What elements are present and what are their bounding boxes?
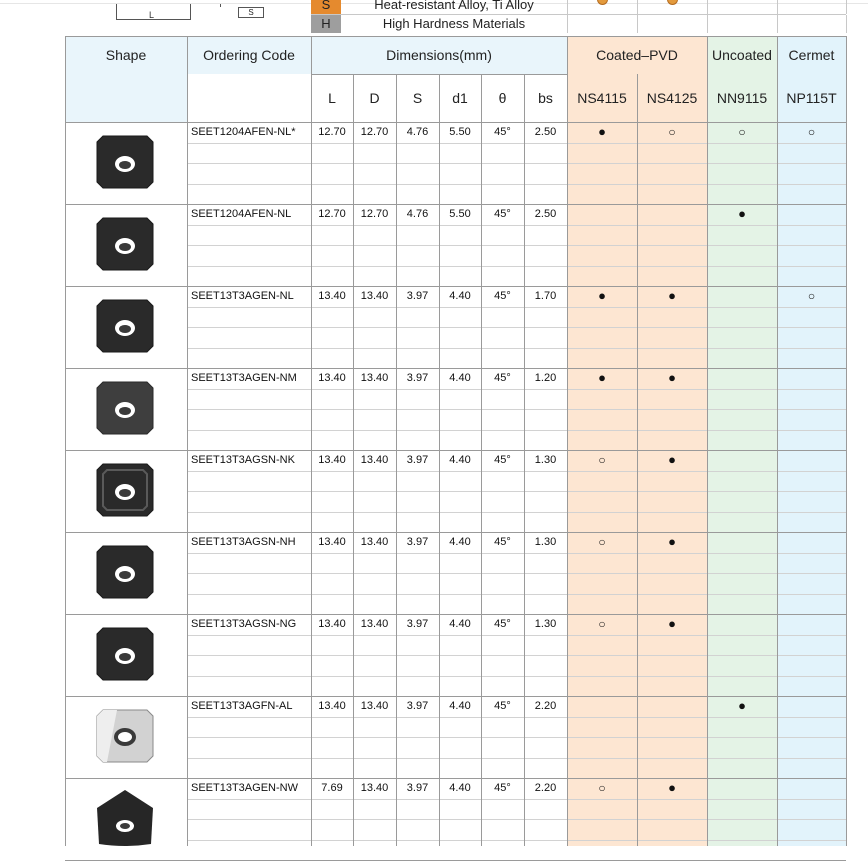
material-divider <box>311 14 846 15</box>
row-divider <box>187 573 846 574</box>
recommended-dot-icon: ● <box>738 206 746 221</box>
recommended-dot-icon: ● <box>738 698 746 713</box>
row-divider <box>187 409 846 410</box>
ordering-code: SEET13T3AGSN-NG <box>191 618 297 630</box>
usable-circle-icon: ○ <box>598 781 606 795</box>
ordering-code: SEET13T3AGSN-NH <box>191 536 296 548</box>
row-divider <box>187 819 846 820</box>
material-grade-cell <box>777 0 848 14</box>
material-grade-cell <box>846 0 848 14</box>
recommended-dot-icon: ● <box>668 534 676 549</box>
ordering-code: SEET13T3AGEN-NW <box>191 782 298 794</box>
dimension-value: 13.40 <box>360 618 389 630</box>
usable-circle-icon: ○ <box>598 453 606 467</box>
dimension-value: 3.97 <box>406 618 429 630</box>
dimension-value: 13.40 <box>318 372 346 384</box>
dimension-value: 12.70 <box>318 126 346 138</box>
ordering-code: SEET13T3AGEN-NL <box>191 290 294 302</box>
row-divider <box>187 491 846 492</box>
dimension-value: 13.40 <box>318 618 346 630</box>
header-dim-5: bs <box>538 90 553 106</box>
row-divider <box>187 758 846 759</box>
dimension-value: 4.76 <box>406 208 429 220</box>
header-dimensions: Dimensions(mm) <box>386 47 492 63</box>
uncoated-column-band <box>707 36 777 846</box>
dimension-value: 3.97 <box>406 454 429 466</box>
material-name: High Hardness Materials <box>382 16 526 31</box>
material-grade-cell <box>777 15 848 33</box>
dimension-value: 4.40 <box>449 536 471 548</box>
dimension-value: 13.40 <box>318 454 346 466</box>
row-divider <box>187 717 846 718</box>
dimension-value: 1.70 <box>534 290 557 302</box>
material-grade-cell <box>637 15 708 33</box>
dimension-value: 12.70 <box>318 208 346 220</box>
dimension-value: 3.97 <box>406 290 429 302</box>
column-divider <box>567 36 568 846</box>
row-divider <box>187 389 846 390</box>
column-divider <box>439 74 440 846</box>
row-divider <box>187 553 846 554</box>
dimension-value: 2.20 <box>534 782 557 794</box>
header-grade-1: NS4125 <box>646 90 698 106</box>
row-divider <box>187 225 846 226</box>
dimension-value: 4.40 <box>449 618 471 630</box>
dimension-value: 13.40 <box>318 536 346 548</box>
column-divider <box>353 74 354 846</box>
column-divider <box>311 36 312 846</box>
recommended-dot-icon: ● <box>668 288 676 303</box>
dimension-value: 13.40 <box>360 372 389 384</box>
column-divider <box>846 36 847 846</box>
row-divider <box>187 635 846 636</box>
material-code: S <box>311 0 341 14</box>
row-divider <box>65 36 846 37</box>
ordering-code: SEET13T3AGFN-AL <box>191 700 293 712</box>
row-divider <box>187 143 846 144</box>
dimension-value: 13.40 <box>360 536 389 548</box>
dimension-value: 1.30 <box>534 618 557 630</box>
dimension-value: 45° <box>494 536 511 548</box>
column-divider <box>637 74 638 846</box>
header-shape: Shape <box>105 47 147 63</box>
dimension-value: 13.40 <box>318 700 346 712</box>
dimension-value: 7.69 <box>321 782 343 794</box>
cermet-column-band <box>777 36 846 846</box>
header-dim-3: d1 <box>452 90 468 106</box>
material-name: Heat-resistant Alloy, Ti Alloy <box>374 0 534 12</box>
dimension-value: 4.76 <box>406 126 429 138</box>
column-divider <box>524 74 525 846</box>
dimension-value: 5.50 <box>449 208 471 220</box>
header-grade-3: NP115T <box>786 90 837 106</box>
dimension-value: 45° <box>494 290 511 302</box>
header-grade-0: NS4115 <box>577 90 627 106</box>
header-grade-2: NN9115 <box>716 90 768 106</box>
ordering-code: SEET13T3AGSN-NK <box>191 454 295 466</box>
row-divider <box>187 655 846 656</box>
dimension-value: 1.20 <box>534 372 557 384</box>
row-divider <box>187 163 846 164</box>
ordering-code: SEET13T3AGEN-NM <box>191 372 297 384</box>
usable-circle-icon: ○ <box>668 125 676 139</box>
ordering-code: SEET1204AFEN-NL* <box>191 126 296 138</box>
dimension-value: 4.40 <box>449 372 471 384</box>
header-band <box>65 74 187 122</box>
sketch-label-l: L <box>149 10 155 20</box>
dimension-value: 13.40 <box>318 290 346 302</box>
dimension-value: 45° <box>494 372 511 384</box>
dimension-value: 45° <box>494 454 511 466</box>
dimension-value: 4.40 <box>449 700 471 712</box>
insert-shape-icon <box>93 624 157 684</box>
column-divider <box>481 74 482 846</box>
recommended-dot-icon: ● <box>668 616 676 631</box>
dimension-value: 3.97 <box>406 372 429 384</box>
sketch-line <box>190 4 191 20</box>
usable-circle-icon: ○ <box>598 535 606 549</box>
header-ordering-code: Ordering Code <box>203 47 295 63</box>
dimension-value: 45° <box>494 782 511 794</box>
column-divider <box>777 36 778 846</box>
column-divider <box>187 36 188 846</box>
ordering-code: SEET1204AFEN-NL <box>191 208 292 220</box>
row-divider <box>187 512 846 513</box>
sketch-line <box>116 4 117 20</box>
dimension-value: 2.50 <box>534 126 557 138</box>
usable-circle-icon: ○ <box>807 125 816 139</box>
recommended-dot-icon: ● <box>668 370 676 385</box>
dimension-value: 45° <box>494 208 511 220</box>
insert-shape-icon <box>93 214 157 274</box>
row-divider <box>187 327 846 328</box>
dimension-value: 3.97 <box>406 536 429 548</box>
sketch-label-s: S <box>238 7 264 18</box>
header-dim-0: L <box>328 90 336 106</box>
dimension-value: 45° <box>494 126 511 138</box>
row-divider <box>187 266 846 267</box>
header-uncoated: Uncoated <box>712 47 772 63</box>
row-divider <box>187 676 846 677</box>
header-dim-1: D <box>369 90 380 106</box>
header-dim-2: S <box>412 90 423 106</box>
material-grade-cell <box>707 15 778 33</box>
dimension-value: 12.70 <box>360 208 389 220</box>
row-divider <box>187 737 846 738</box>
dimension-value: 5.50 <box>449 126 471 138</box>
dimension-value: 45° <box>494 700 511 712</box>
dimension-value: 4.40 <box>449 290 471 302</box>
usable-circle-icon: ○ <box>807 289 816 303</box>
dimension-value: 2.50 <box>534 208 557 220</box>
material-row <box>311 0 846 14</box>
row-divider <box>187 594 846 595</box>
usable-circle-icon: ○ <box>598 617 606 631</box>
recommended-dot-icon: ● <box>668 780 676 795</box>
recommended-dot-icon: ● <box>598 124 606 139</box>
material-legend-strip <box>0 0 868 36</box>
row-divider <box>187 348 846 349</box>
row-divider <box>187 307 846 308</box>
dimension-value: 1.30 <box>534 454 557 466</box>
dimension-value: 13.40 <box>360 454 389 466</box>
dimension-value: 13.40 <box>360 782 389 794</box>
insert-shape-icon <box>93 132 157 192</box>
insert-shape-icon <box>93 706 157 766</box>
row-divider <box>187 799 846 800</box>
header-cermet: Cermet <box>788 47 835 63</box>
dimension-value: 4.40 <box>449 454 471 466</box>
row-divider <box>187 840 846 841</box>
row-divider <box>187 184 846 185</box>
dimension-value: 45° <box>494 618 511 630</box>
dimension-value: 13.40 <box>360 700 389 712</box>
material-row <box>311 15 846 33</box>
material-grade-cell <box>567 15 638 33</box>
dimension-value: 2.20 <box>534 700 557 712</box>
insert-shape-icon <box>93 788 157 848</box>
row-divider <box>187 245 846 246</box>
insert-shape-icon <box>93 542 157 602</box>
insert-shape-icon <box>93 296 157 356</box>
material-grade-cell <box>707 0 778 14</box>
insert-shape-icon <box>93 460 157 520</box>
dimension-value: 1.30 <box>534 536 557 548</box>
recommended-dot-icon: ● <box>668 452 676 467</box>
sketch-line <box>220 4 221 7</box>
dimension-value: 12.70 <box>360 126 389 138</box>
dimension-value: 4.40 <box>449 782 471 794</box>
column-divider <box>707 36 708 846</box>
dimension-value: 13.40 <box>360 290 389 302</box>
insert-shape-icon <box>93 378 157 438</box>
header-dim-4: θ <box>498 90 507 106</box>
row-divider <box>187 430 846 431</box>
column-divider <box>396 74 397 846</box>
material-grade-cell <box>846 15 848 33</box>
header-coated-pvd: Coated–PVD <box>596 47 678 63</box>
product-table <box>0 36 868 846</box>
usable-circle-icon: ○ <box>738 125 746 139</box>
recommended-dot-icon: ● <box>598 370 606 385</box>
material-code: H <box>311 15 341 33</box>
dimension-value: 3.97 <box>406 700 429 712</box>
dimension-value: 3.97 <box>406 782 429 794</box>
row-divider <box>187 471 846 472</box>
recommended-dot-icon: ● <box>598 288 606 303</box>
column-divider <box>65 36 66 846</box>
